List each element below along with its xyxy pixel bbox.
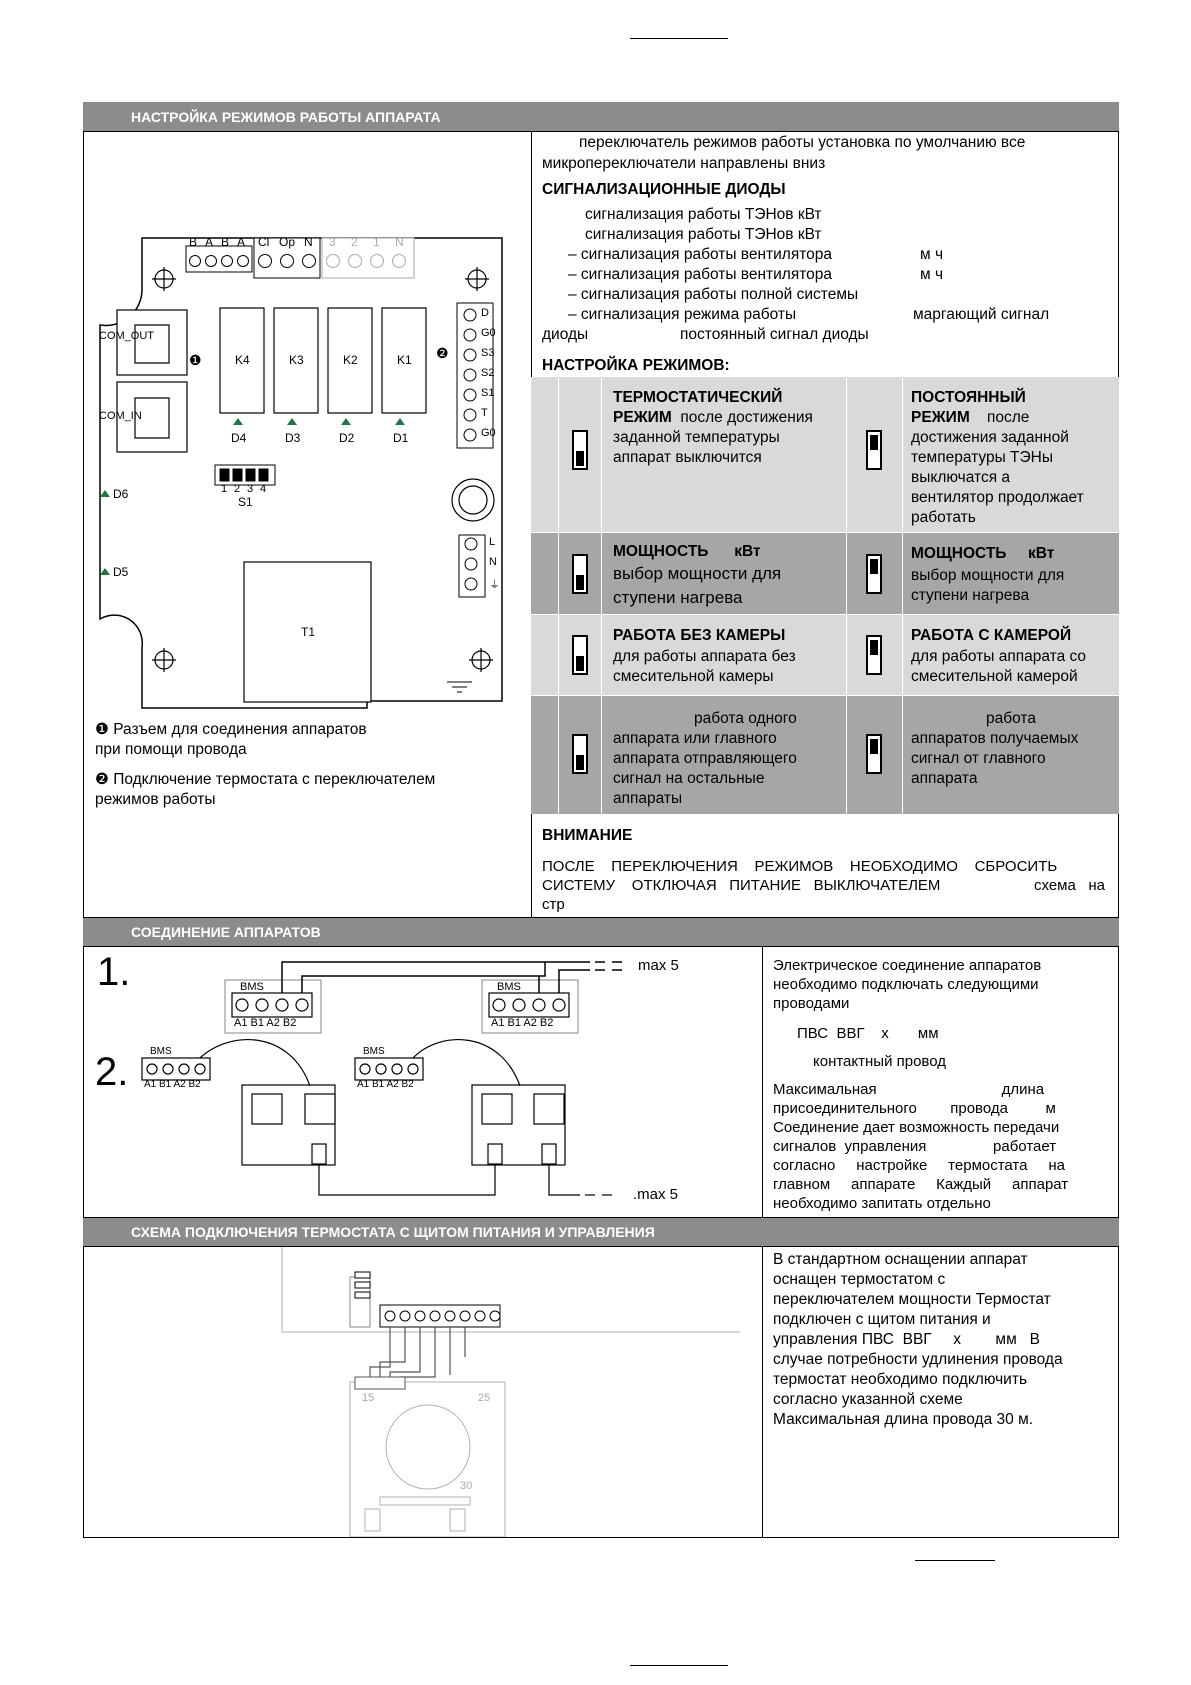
led-label-d6: D6 xyxy=(113,487,129,501)
led-label-d4: D4 xyxy=(231,431,247,445)
connection-text-6: Максимальная длина xyxy=(773,1081,1045,1098)
footer-rule xyxy=(630,1665,728,1666)
switch-number-2: 2 xyxy=(234,483,241,495)
terminal-label-t: T xyxy=(481,407,488,419)
modes-table xyxy=(531,377,1119,814)
mode-2-left-text-2: ступени нагрева xyxy=(613,588,743,607)
board-marker-2: ❷ xyxy=(436,345,449,361)
mode-4-right-text-2: аппаратов получаемых xyxy=(911,730,1079,747)
mode-3-on-switch-icon xyxy=(866,635,882,675)
mode-3-left-text-1: для работы аппарата без xyxy=(613,648,796,665)
mode-1-left-title-1: ТЕРМОСТАТИЧЕСКИЙ xyxy=(613,389,783,406)
warning-title: ВНИМАНИЕ xyxy=(542,827,633,844)
mode-3-left-text-2: смесительной камеры xyxy=(613,668,774,685)
thermostat-text-4: подключен с щитом питания и xyxy=(773,1311,991,1328)
relay-label-k4: K4 xyxy=(235,353,250,367)
led-label-d2: D2 xyxy=(339,431,355,445)
signal-units-1: м ч xyxy=(920,246,944,263)
terminal-label-g0b: G0 xyxy=(481,427,496,439)
mode-2-right-text-2: ступени нагрева xyxy=(911,587,1030,604)
terminal-label-n2: N xyxy=(395,235,404,249)
connection-text-1: Электрическое соединение аппаратов xyxy=(773,957,1042,974)
note-2-line-2: режимов работы xyxy=(95,791,216,808)
thermostat-text-9: Максимальная длина провода 30 м. xyxy=(773,1411,1034,1428)
led-label-d3: D3 xyxy=(285,431,301,445)
terminal-label-d: D xyxy=(481,307,489,319)
thermostat-section-header: СХЕМА ПОДКЛЮЧЕНИЯ ТЕРМОСТАТА С ЩИТОМ ПИТАНИЯ И УПРАВЛЕНИЯ xyxy=(83,1218,1119,1247)
bms-label-2: BMS xyxy=(497,981,521,993)
modes-title: НАСТРОЙКА РЕЖИМОВ: xyxy=(542,357,730,374)
connection-number-2: 2. xyxy=(95,1050,129,1094)
connection-text-7: присоединительного провода м xyxy=(773,1100,1056,1117)
thermostat-text-2: оснащен термостатом с xyxy=(773,1271,946,1288)
connection-text-11: главном аппарате Каждый аппарат xyxy=(773,1176,1069,1193)
mode-1-right-text-4: выключатся а xyxy=(911,469,1011,486)
terminal-label-cl: Cl xyxy=(258,235,270,249)
bms-pins-4: A1 B1 A2 B2 xyxy=(357,1079,414,1090)
warning-line-3: стр xyxy=(542,896,565,913)
connection-diagram xyxy=(140,950,740,1212)
mode-4-left-text-1: работа одного xyxy=(694,710,797,727)
signal-steady-left: диоды xyxy=(542,326,589,343)
note-2-line-1: ❷ Подключение термостата с переключателем xyxy=(95,771,436,788)
bms-label-1: BMS xyxy=(240,981,264,993)
mode-3-left-title: РАБОТА БЕЗ КАМЕРЫ xyxy=(613,627,786,644)
mode-4-right-text-4: аппарата xyxy=(911,770,978,787)
thermostat-text-8: согласно указанной схеме xyxy=(773,1391,963,1408)
bms-pins-1: A1 B1 A2 B2 xyxy=(234,1017,297,1029)
mode-4-left-text-4: сигнал на остальные xyxy=(613,770,765,787)
connection-section-header: СОЕДИНЕНИЕ АППАРАТОВ xyxy=(83,918,1119,947)
board-marker-1: ❶ xyxy=(189,352,202,368)
mode-1-off-switch-icon xyxy=(572,430,588,470)
mode-4-left-text-3: аппарата отправляющего xyxy=(613,750,797,767)
connection-text-9: сигналов управления работает xyxy=(773,1138,1057,1155)
terminal-label-op: Op xyxy=(279,235,296,249)
mode-1-left-text-1: после достижения xyxy=(680,409,813,426)
signal-line-5: – сигнализация работы полной системы xyxy=(568,286,859,303)
header-rule xyxy=(630,38,728,39)
thermostat-text-7: термостат необходимо подключить xyxy=(773,1371,1028,1388)
connection-column-divider xyxy=(762,946,763,1218)
signal-line-1: сигнализация работы ТЭНов кВт xyxy=(585,206,822,223)
warning-line-2-right: схема на xyxy=(1034,877,1105,894)
connection-text-12: необходимо запитать отдельно xyxy=(773,1195,991,1212)
transformer-label: T1 xyxy=(301,625,316,639)
mode-1-right-text-3: температуры ТЭНы xyxy=(911,449,1053,466)
relay-label-k1: K1 xyxy=(397,353,412,367)
terminal-label-b2: B xyxy=(221,235,230,249)
mode-2-left-text-1: выбор мощности для xyxy=(613,564,782,583)
mode-3-right-title: РАБОТА С КАМЕРОЙ xyxy=(911,627,1072,644)
terminal-label-s3: S3 xyxy=(481,347,495,359)
thermostat-text-5: управления ПВС ВВГ х мм В xyxy=(773,1331,1040,1348)
bms-label-3: BMS xyxy=(150,1046,172,1057)
switch-number-1: 1 xyxy=(221,483,228,495)
max-length-label-2: .max 5 xyxy=(633,1186,679,1203)
port-label-com-in: COM_IN xyxy=(99,410,142,422)
mode-4-on-switch-icon xyxy=(866,734,882,774)
warning-line-1: ПОСЛЕ ПЕРЕКЛЮЧЕНИЯ РЕЖИМОВ НЕОБХОДИМО СБРОСИТЬ xyxy=(542,858,1058,875)
signal-diodes-title: СИГНАЛИЗАЦИОННЫЕ ДИОДЫ xyxy=(542,181,786,198)
mode-1-right-text-5: вентилятор продолжает xyxy=(911,489,1084,506)
dial-label-low: 15 xyxy=(362,1392,375,1404)
switch-info-line-2: микропереключатели направлены вниз xyxy=(542,155,826,172)
warning-line-2-left: СИСТЕМУ ОТКЛЮЧАЯ ПИТАНИЕ ВЫКЛЮЧАТЕЛЕМ xyxy=(542,877,941,894)
mode-1-left-line-1 xyxy=(613,408,813,428)
mode-4-left-text-5: аппараты xyxy=(613,790,683,807)
led-label-d5: D5 xyxy=(113,565,129,579)
terminal-label-b1: B xyxy=(189,235,198,249)
mode-2-right-title: МОЩНОСТЬ кВт xyxy=(911,545,1055,562)
thermostat-diagram xyxy=(270,1247,740,1537)
thermostat-column-divider xyxy=(762,1246,763,1538)
connection-text-2: необходимо подключать следующими xyxy=(773,976,1039,993)
page-number-rule xyxy=(915,1560,995,1561)
mode-2-off-switch-icon xyxy=(572,554,588,594)
mode-2-on-switch-icon xyxy=(866,554,882,594)
max-length-label-1: max 5 xyxy=(638,957,679,974)
signal-blink: маргающий сигнал xyxy=(913,306,1050,323)
switch-label-s1: S1 xyxy=(238,495,253,509)
bms-label-4: BMS xyxy=(363,1046,385,1057)
mode-2-left-title: МОЩНОСТЬ кВт xyxy=(613,543,761,560)
signal-line-3: – сигнализация работы вентилятора xyxy=(568,246,832,263)
switch-number-3: 3 xyxy=(247,483,254,495)
terminal-label-g0a: G0 xyxy=(481,327,496,339)
connection-text-10: согласно настройке термостата на xyxy=(773,1157,1065,1174)
mode-1-right-text-6: работать xyxy=(911,509,976,526)
terminal-label-2: 2 xyxy=(351,235,358,249)
control-board-diagram xyxy=(97,235,507,710)
terminal-label-s1: S1 xyxy=(481,387,495,399)
power-label-l: L xyxy=(489,536,496,548)
switch-info-line-1: переключатель режимов работы установка по умолчанию все xyxy=(579,134,1026,151)
bms-pins-3: A1 B1 A2 B2 xyxy=(144,1079,201,1090)
connection-text-4: ПВС ВВГ х мм xyxy=(797,1025,939,1042)
mode-1-left-text-3: аппарат выключится xyxy=(613,449,762,466)
thermostat-text-6: случае потребности удлинения провода xyxy=(773,1351,1063,1368)
switch-number-4: 4 xyxy=(260,483,267,495)
mode-4-off-switch-icon xyxy=(572,734,588,774)
mode-3-right-text-1: для работы аппарата со xyxy=(911,648,1087,665)
mode-1-right-title-2: РЕЖИМ xyxy=(911,409,970,426)
dial-label-30: 30 xyxy=(460,1480,473,1492)
note-1-line-1: ❶ Разъем для соединения аппаратов xyxy=(95,721,367,738)
mode-4-right-text-1: работа xyxy=(986,710,1036,727)
connection-text-3: проводами xyxy=(773,995,850,1012)
bms-pins-2: A1 B1 A2 B2 xyxy=(491,1017,554,1029)
signal-units-2: м ч xyxy=(920,266,944,283)
signal-steady-right: постоянный сигнал диоды xyxy=(680,326,869,343)
connection-text-5: контактный провод xyxy=(813,1053,946,1070)
mode-1-right-text-1: после xyxy=(986,409,1030,426)
thermostat-text-3: переключателем мощности Термостат xyxy=(773,1291,1051,1308)
relay-label-k3: K3 xyxy=(289,353,304,367)
mode-3-right-text-2: смесительной камерой xyxy=(911,668,1078,685)
mode-1-left-text-2: заданной температуры xyxy=(613,429,780,446)
terminal-label-a2: A xyxy=(237,235,246,249)
power-label-ground: ⏚ xyxy=(489,579,500,591)
connection-number-1: 1. xyxy=(97,950,131,994)
signal-line-2: сигнализация работы ТЭНов кВт xyxy=(585,226,822,243)
signal-line-4: – сигнализация работы вентилятора xyxy=(568,266,832,283)
signal-line-6: – сигнализация режима работы xyxy=(568,306,797,323)
terminal-label-3: 3 xyxy=(329,235,336,249)
mode-1-left-title-2: РЕЖИМ xyxy=(613,409,672,426)
mode-1-right-line-1 xyxy=(911,408,1029,428)
mode-3-off-switch-icon xyxy=(572,635,588,675)
terminal-label-1: 1 xyxy=(373,235,380,249)
mode-4-left-text-2: аппарата или главного xyxy=(613,730,777,747)
mode-4-right-text-3: сигнал от главного xyxy=(911,750,1046,767)
modes-section-header: НАСТРОЙКА РЕЖИМОВ РАБОТЫ АППАРАТА xyxy=(83,102,1119,132)
note-1-line-2: при помощи провода xyxy=(95,741,247,758)
mode-1-on-switch-icon xyxy=(866,430,882,470)
terminal-label-a1: A xyxy=(205,235,214,249)
thermostat-text-1: В стандартном оснащении аппарат xyxy=(773,1251,1028,1268)
mode-1-right-title-1: ПОСТОЯННЫЙ xyxy=(911,389,1026,406)
led-label-d1: D1 xyxy=(393,431,409,445)
relay-label-k2: K2 xyxy=(343,353,358,367)
terminal-label-n: N xyxy=(304,235,313,249)
mode-1-right-text-2: достижения заданной xyxy=(911,429,1069,446)
dial-label-high: 25 xyxy=(478,1392,491,1404)
power-label-n: N xyxy=(489,556,497,568)
port-label-com-out: COM_OUT xyxy=(99,330,154,342)
mode-2-right-text-1: выбор мощности для xyxy=(911,567,1065,584)
terminal-label-s2: S2 xyxy=(481,367,495,379)
connection-text-8: Соединение дает возможность передачи xyxy=(773,1119,1060,1136)
